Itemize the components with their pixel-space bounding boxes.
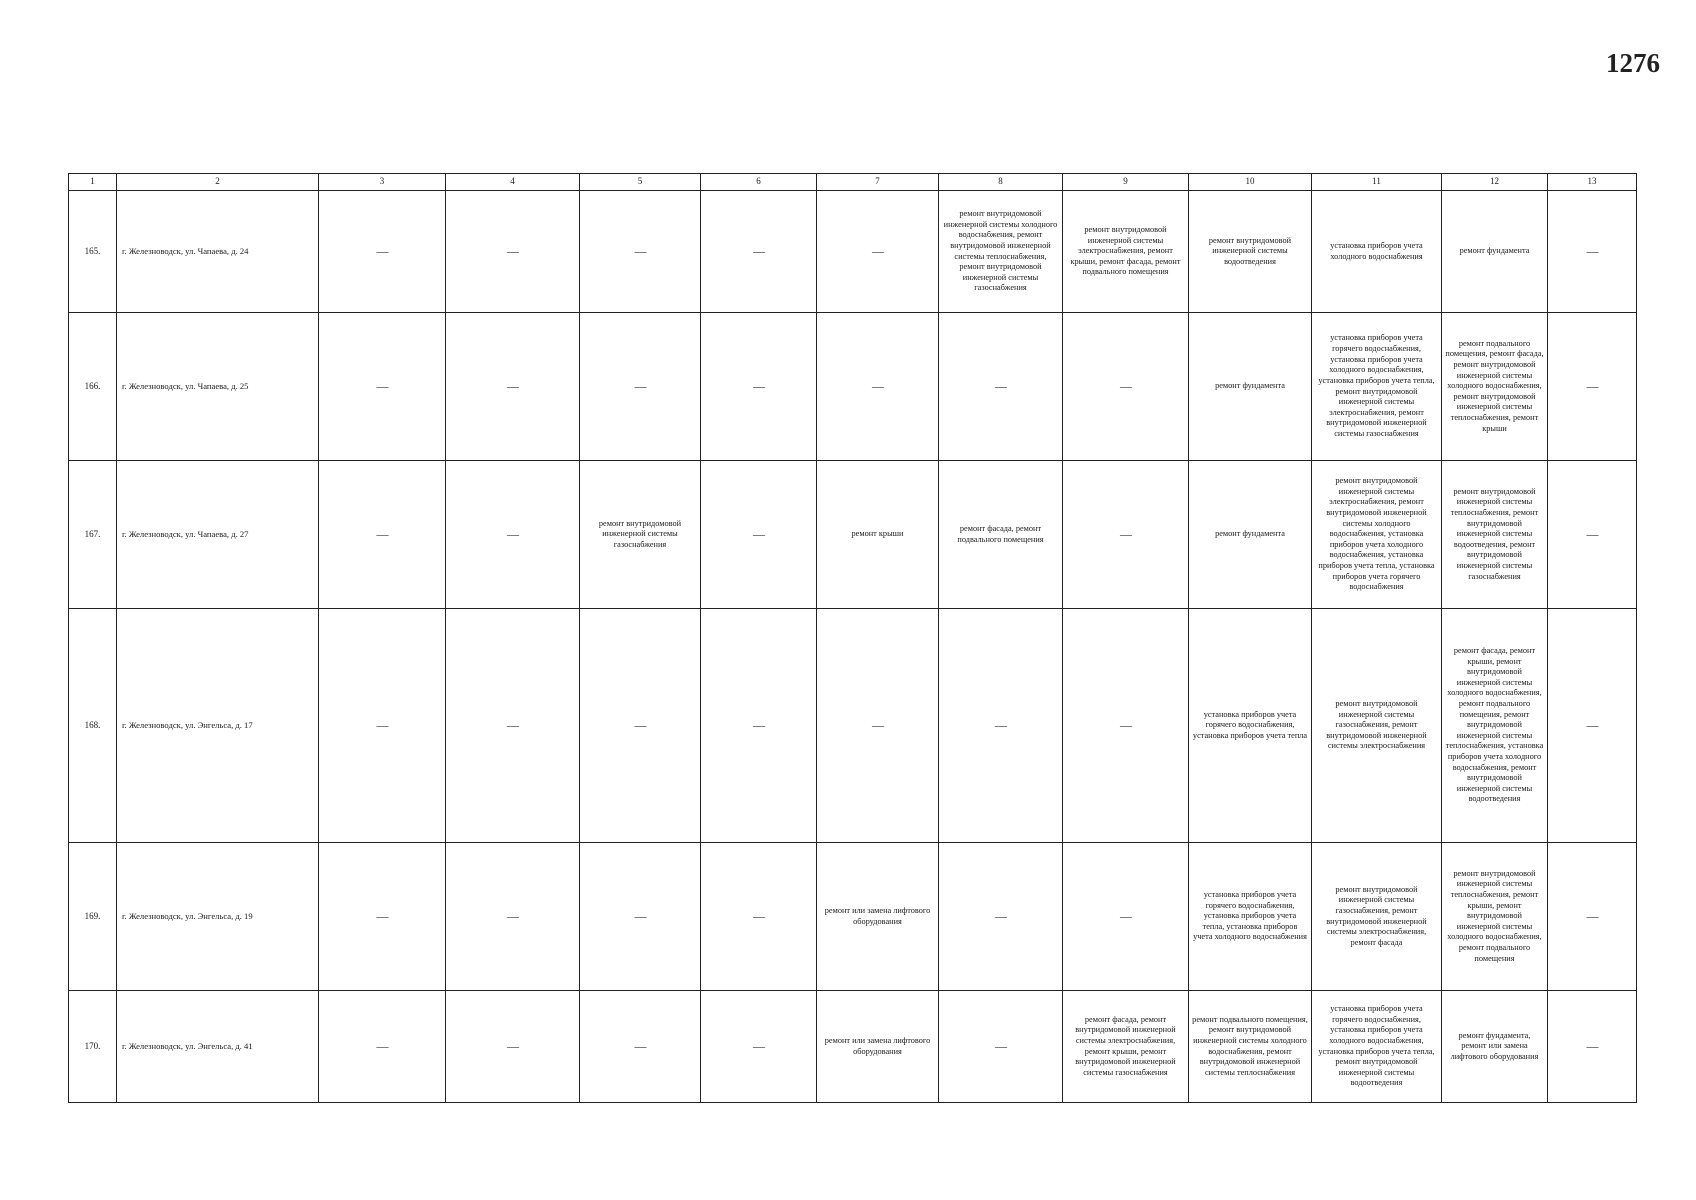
column-header-5: 5 [580, 174, 701, 191]
empty-dash-cell [1548, 191, 1637, 313]
work-type-cell: ремонт фундамента [1189, 313, 1312, 461]
dash-mark: — [507, 526, 518, 541]
empty-dash-cell [446, 313, 580, 461]
work-type-cell: ремонт внутридомовой инженерной системы газоснабжения [580, 461, 701, 609]
empty-dash-cell [1063, 609, 1189, 843]
column-header-13: 13 [1548, 174, 1637, 191]
empty-dash-cell [580, 313, 701, 461]
empty-dash-cell [701, 991, 817, 1103]
empty-dash-cell [446, 991, 580, 1103]
dash-mark: — [376, 243, 388, 258]
work-type-cell: ремонт подвального помещения, ремонт внутридомовой инженерной системы холодного водоснабжения, ремонт внутридомовой инженерной системы теплоснабжения [1189, 991, 1312, 1103]
address-cell: г. Железноводск, ул. Энгельса, д. 17 [117, 609, 319, 843]
work-type-cell: ремонт крыши [817, 461, 939, 609]
table-row [69, 313, 1637, 461]
dash-mark: — [376, 526, 388, 541]
column-header-12: 12 [1442, 174, 1548, 191]
work-type-cell: ремонт или замена лифтового оборудования [817, 991, 939, 1103]
row-number-cell: 167. [69, 461, 117, 609]
work-type-cell: ремонт внутридомовой инженерной системы электроснабжения, ремонт крыши, ремонт фасада, ремонт подвального помещения [1063, 191, 1189, 313]
dash-mark: — [376, 717, 388, 732]
empty-dash-cell [580, 843, 701, 991]
work-type-cell: ремонт фундамента [1189, 461, 1312, 609]
empty-dash-cell [1063, 461, 1189, 609]
dash-mark: — [507, 1038, 518, 1053]
dash-mark: — [872, 243, 883, 258]
dash-mark: — [634, 1038, 646, 1053]
dash-mark: — [995, 908, 1006, 923]
dash-mark: — [1120, 378, 1131, 393]
work-type-cell: ремонт фасада, ремонт подвального помещения [939, 461, 1063, 609]
work-type-cell: ремонт внутридомовой инженерной системы водоотведения [1189, 191, 1312, 313]
table-row [69, 609, 1637, 843]
column-header-10: 10 [1189, 174, 1312, 191]
dash-mark: — [995, 378, 1006, 393]
dash-mark: — [1120, 908, 1131, 923]
empty-dash-cell [580, 609, 701, 843]
dash-mark: — [376, 378, 388, 393]
work-type-cell: ремонт внутридомовой инженерной системы холодного водоснабжения, ремонт внутридомовой инженерной системы теплоснабжения, ремонт внутридомовой инженерной системы газоснабжения [939, 191, 1063, 313]
empty-dash-cell [939, 843, 1063, 991]
dash-mark: — [753, 717, 764, 732]
dash-mark: — [634, 243, 646, 258]
empty-dash-cell [701, 461, 817, 609]
address-cell: г. Железноводск, ул. Энгельса, д. 41 [117, 991, 319, 1103]
empty-dash-cell [939, 313, 1063, 461]
table-row [69, 991, 1637, 1103]
dash-mark: — [753, 378, 764, 393]
dash-mark: — [1586, 243, 1598, 258]
empty-dash-cell [580, 991, 701, 1103]
empty-dash-cell [319, 609, 446, 843]
dash-mark: — [1120, 526, 1131, 541]
empty-dash-cell [1548, 609, 1637, 843]
empty-dash-cell [817, 313, 939, 461]
dash-mark: — [753, 526, 764, 541]
dash-mark: — [1586, 717, 1598, 732]
empty-dash-cell [1548, 991, 1637, 1103]
dash-mark: — [1586, 908, 1598, 923]
empty-dash-cell [319, 843, 446, 991]
empty-dash-cell [1548, 461, 1637, 609]
work-type-cell: ремонт фундамента, ремонт или замена лифтового оборудования [1442, 991, 1548, 1103]
work-type-cell: установка приборов учета горячего водоснабжения, установка приборов учета тепла, установка приборов учета холодного водоснабжения [1189, 843, 1312, 991]
dash-mark: — [995, 1038, 1006, 1053]
empty-dash-cell [446, 191, 580, 313]
empty-dash-cell [1548, 313, 1637, 461]
empty-dash-cell [817, 609, 939, 843]
row-number-cell: 170. [69, 991, 117, 1103]
table-row [69, 191, 1637, 313]
dash-mark: — [634, 908, 646, 923]
work-type-cell: ремонт или замена лифтового оборудования [817, 843, 939, 991]
row-number-cell: 165. [69, 191, 117, 313]
work-type-cell: установка приборов учета горячего водоснабжения, установка приборов учета тепла [1189, 609, 1312, 843]
table-body [69, 191, 1637, 1103]
dash-mark: — [634, 717, 646, 732]
work-type-cell: ремонт фундамента [1442, 191, 1548, 313]
table-row [69, 461, 1637, 609]
table-header-row [69, 174, 1637, 191]
page-number: 1276 [1606, 48, 1660, 78]
empty-dash-cell [1548, 843, 1637, 991]
dash-mark: — [753, 243, 764, 258]
column-header-7: 7 [817, 174, 939, 191]
work-type-cell: ремонт внутридомовой инженерной системы электроснабжения, ремонт внутридомовой инженерной системы холодного водоснабжения, установка приборов учета холодного водоснабжения, установка приборов учета тепла, установка приборов учета горячего водоснабжения [1312, 461, 1442, 609]
column-header-3: 3 [319, 174, 446, 191]
empty-dash-cell [319, 461, 446, 609]
column-header-6: 6 [701, 174, 817, 191]
table-row [69, 843, 1637, 991]
row-number-cell: 166. [69, 313, 117, 461]
dash-mark: — [753, 1038, 764, 1053]
empty-dash-cell [701, 313, 817, 461]
work-type-cell: установка приборов учета горячего водоснабжения, установка приборов учета холодного водоснабжения, установка приборов учета тепла, ремонт внутридомовой инженерной системы водоотведения [1312, 991, 1442, 1103]
dash-mark: — [507, 908, 518, 923]
address-cell: г. Железноводск, ул. Чапаева, д. 27 [117, 461, 319, 609]
empty-dash-cell [319, 313, 446, 461]
empty-dash-cell [1063, 843, 1189, 991]
column-header-9: 9 [1063, 174, 1189, 191]
dash-mark: — [872, 717, 883, 732]
work-type-cell: ремонт подвального помещения, ремонт фасада, ремонт внутридомовой инженерной системы холодного водоснабжения, ремонт внутридомовой инженерной системы теплоснабжения, ремонт крыши [1442, 313, 1548, 461]
empty-dash-cell [446, 461, 580, 609]
work-type-cell: ремонт внутридомовой инженерной системы газоснабжения, ремонт внутридомовой инженерной системы электроснабжения, ремонт фасада [1312, 843, 1442, 991]
dash-mark: — [995, 717, 1006, 732]
empty-dash-cell [817, 191, 939, 313]
work-type-cell: ремонт внутридомовой инженерной системы теплоснабжения, ремонт внутридомовой инженерной системы водоотведения, ремонт внутридомовой инженерной системы газоснабжения [1442, 461, 1548, 609]
empty-dash-cell [939, 991, 1063, 1103]
column-header-8: 8 [939, 174, 1063, 191]
dash-mark: — [507, 243, 518, 258]
dash-mark: — [376, 908, 388, 923]
dash-mark: — [1586, 526, 1598, 541]
work-type-cell: ремонт фасада, ремонт внутридомовой инженерной системы электроснабжения, ремонт крыши, ремонт внутридомовой инженерной системы газоснабжения [1063, 991, 1189, 1103]
dash-mark: — [507, 717, 518, 732]
row-number-cell: 169. [69, 843, 117, 991]
address-cell: г. Железноводск, ул. Чапаева, д. 24 [117, 191, 319, 313]
empty-dash-cell [580, 191, 701, 313]
empty-dash-cell [446, 843, 580, 991]
empty-dash-cell [701, 191, 817, 313]
empty-dash-cell [701, 843, 817, 991]
row-number-cell: 168. [69, 609, 117, 843]
dash-mark: — [1120, 717, 1131, 732]
dash-mark: — [376, 1038, 388, 1053]
empty-dash-cell [319, 991, 446, 1103]
work-type-cell: установка приборов учета холодного водоснабжения [1312, 191, 1442, 313]
empty-dash-cell [319, 191, 446, 313]
empty-dash-cell [446, 609, 580, 843]
column-header-11: 11 [1312, 174, 1442, 191]
empty-dash-cell [701, 609, 817, 843]
dash-mark: — [1586, 1038, 1598, 1053]
address-cell: г. Железноводск, ул. Чапаева, д. 25 [117, 313, 319, 461]
address-cell: г. Железноводск, ул. Энгельса, д. 19 [117, 843, 319, 991]
work-type-cell: установка приборов учета горячего водоснабжения, установка приборов учета холодного водоснабжения, установка приборов учета тепла, ремонт внутридомовой инженерной системы электроснабжения, ремонт внутридомовой инженерной системы газоснабжения [1312, 313, 1442, 461]
repair-schedule-table [68, 173, 1637, 1103]
empty-dash-cell [1063, 313, 1189, 461]
work-type-cell: ремонт внутридомовой инженерной системы газоснабжения, ремонт внутридомовой инженерной системы электроснабжения [1312, 609, 1442, 843]
work-type-cell: ремонт фасада, ремонт крыши, ремонт внутридомовой инженерной системы холодного водоснабжения, ремонт подвального помещения, ремонт внутридомовой инженерной системы теплоснабжения, установка приборов учета холодного водоснабжения, ремонт внутридомовой инженерной системы водоотведения [1442, 609, 1548, 843]
dash-mark: — [872, 378, 883, 393]
column-header-2: 2 [117, 174, 319, 191]
dash-mark: — [507, 378, 518, 393]
column-header-1: 1 [69, 174, 117, 191]
empty-dash-cell [939, 609, 1063, 843]
work-type-cell: ремонт внутридомовой инженерной системы теплоснабжения, ремонт крыши, ремонт внутридомовой инженерной системы холодного водоснабжения, ремонт подвального помещения [1442, 843, 1548, 991]
column-header-4: 4 [446, 174, 580, 191]
dash-mark: — [634, 378, 646, 393]
dash-mark: — [1586, 378, 1598, 393]
dash-mark: — [753, 908, 764, 923]
